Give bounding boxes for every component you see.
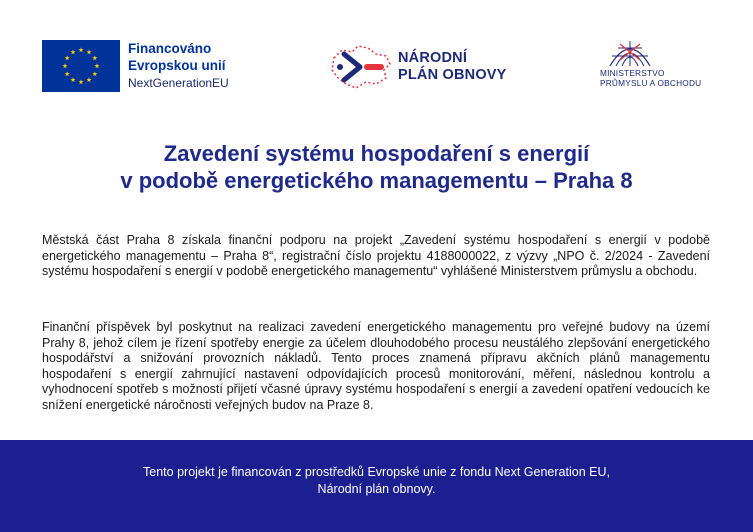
npo-czech-map-icon: [326, 38, 394, 96]
mpo-text-line2: PRŮMYSLU A OBCHODU: [600, 78, 702, 88]
logo-bar: [0, 34, 753, 104]
page-title: [0, 140, 753, 194]
eu-text-line3: NextGenerationEU: [128, 76, 229, 90]
footer-text-line2: Národní plán obnovy.: [317, 482, 436, 496]
npo-text: [398, 50, 507, 84]
eu-funding-text: [128, 40, 229, 91]
paragraph-project-info: Městská část Praha 8 získala finanční podporu na projekt „Zavedení systému hospodaření s energií v podobě energetického managementu – Praha 8“, registrační číslo projektu 4188000022, z výzvy „NPO č. 2/2024 - Zavedení systému hospodaření s energií v podobě energetického managementu“ vyhlášené Ministerstvem průmyslu a obchodu.: [42, 233, 710, 279]
eu-flag-icon: [42, 40, 120, 92]
npo-text-line1: NÁRODNÍ: [398, 50, 468, 66]
footer-text: [0, 464, 753, 498]
mpo-text-line1: MINISTERSTVO: [600, 68, 665, 78]
npo-text-line2: PLÁN OBNOVY: [398, 67, 507, 83]
page-title-line2: v podobě energetického managementu – Praha 8: [120, 168, 633, 193]
eu-funding-logo: [42, 40, 229, 92]
mpo-logo: [592, 38, 722, 88]
footer-text-line1: Tento projekt je financován z prostředků Evropské unie z fondu Next Generation EU,: [143, 465, 610, 479]
footer-banner: [0, 440, 753, 532]
paragraph-project-description: Finanční příspěvek byl poskytnut na realizaci zavedení energetického managementu pro veřejné budovy na území Prahy 8, jehož cílem je řízení spotřeby energie za účelem dlouhodobého procesu neustálého zlepšování energetického hospodářství a snižování provozních nákladů. Tento proces znamená přípravu akčních plánů managementu hospodaření s energií zahrnující nastavení odpovídajících procesů monitorování, měření, následnou kontrolu a vyhodnocení spotřeb s možností přijetí včasné úpravy systému hospodaření s energií a zavedení opatření vedoucích ke snížení energetické náročnosti veřejných budov na Praze 8.: [42, 320, 710, 412]
page-title-line1: Zavedení systému hospodaření s energií: [163, 141, 590, 166]
npo-logo: [326, 38, 507, 96]
eu-text-line1: Financováno: [128, 41, 212, 56]
mpo-globe-icon: [606, 38, 654, 68]
eu-text-line2: Evropskou unií: [128, 58, 226, 73]
